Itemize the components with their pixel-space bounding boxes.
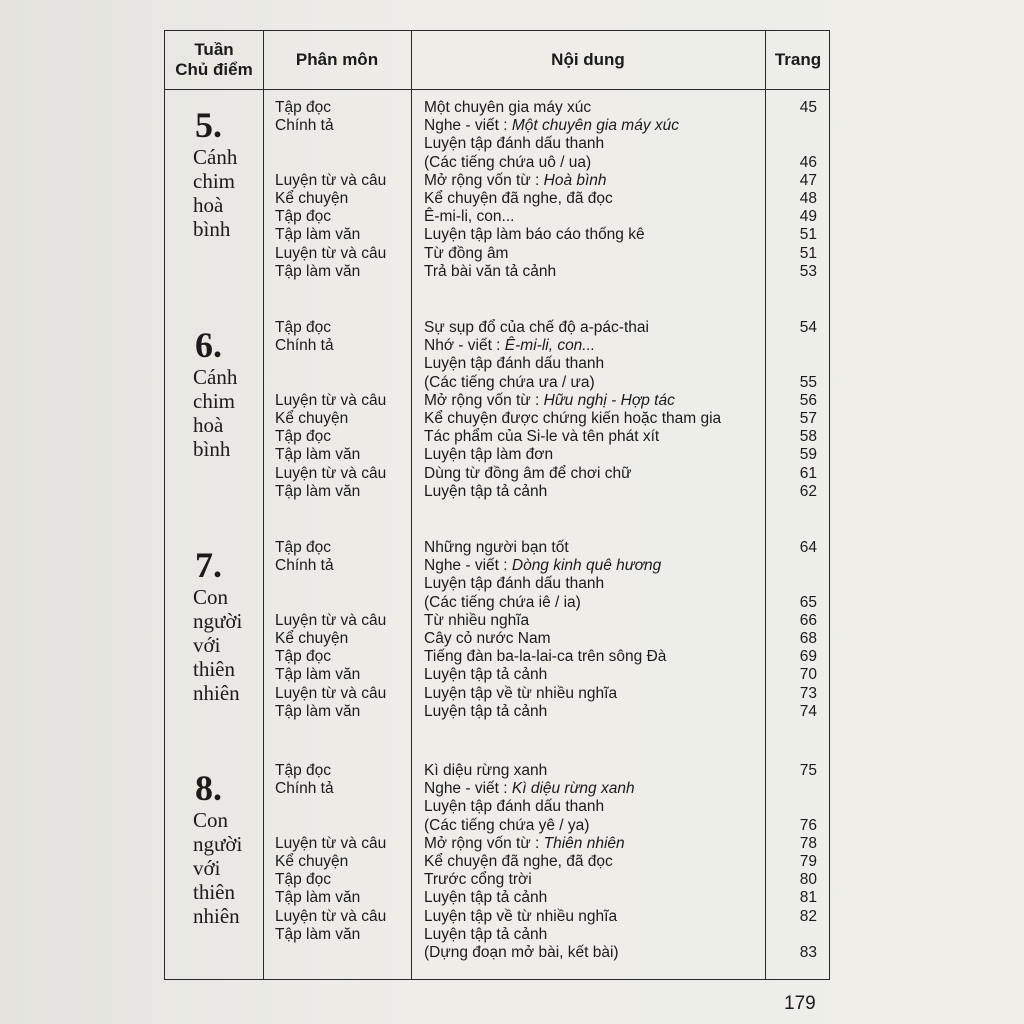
toc-row <box>165 889 831 907</box>
row-subject: Tập đọc <box>275 762 332 779</box>
header-content: Nội dung <box>551 50 625 70</box>
row-subject: Tập làm văn <box>275 925 361 943</box>
row-page: 83 <box>799 944 817 961</box>
row-content: (Các tiếng chứa yê / ya) <box>424 816 590 834</box>
row-page: 66 <box>799 611 817 629</box>
row-page: 59 <box>799 446 817 464</box>
row-content: Dùng từ đồng âm để chơi chữ <box>424 464 632 482</box>
header-divider <box>165 89 829 90</box>
row-content: Trước cổng trời <box>424 871 532 889</box>
row-content: Luyện tập làm báo cáo thống kê <box>424 226 645 244</box>
week-theme-word: Cánh <box>193 365 238 389</box>
toc-row <box>165 245 831 263</box>
week-theme-word: Cánh <box>193 145 238 169</box>
row-page: 82 <box>799 907 817 925</box>
toc-row <box>165 355 831 373</box>
week-theme-word: bình <box>193 217 231 241</box>
row-subject: Chính tả <box>275 337 334 355</box>
row-page: 47 <box>799 171 817 189</box>
row-page: 58 <box>799 428 817 446</box>
row-content: Những người bạn tốt <box>424 539 569 556</box>
row-subject: Tập đọc <box>275 648 332 666</box>
content-title: Kì diệu rừng xanh <box>511 780 635 798</box>
toc-row <box>165 666 831 684</box>
row-page: 65 <box>799 593 817 611</box>
week-number: 7. <box>195 545 222 585</box>
toc-row <box>165 263 831 281</box>
toc-row <box>165 410 831 428</box>
toc-row <box>165 853 831 871</box>
toc-row <box>165 835 831 853</box>
toc-row <box>165 190 831 208</box>
header-week-theme <box>165 31 263 89</box>
row-subject: Luyện từ và câu <box>275 171 387 189</box>
row-content: (Dựng đoạn mở bài, kết bài) <box>424 944 619 961</box>
week-theme-word: với <box>193 633 221 657</box>
row-content: Luyện tập đánh dấu thanh <box>424 798 605 816</box>
toc-row <box>165 817 831 835</box>
row-content: Kể chuyện đã nghe, đã đọc <box>424 853 613 870</box>
row-content: Ê-mi-li, con... <box>424 208 515 226</box>
row-subject: Tập đọc <box>275 99 332 116</box>
row-subject: Tập làm văn <box>275 666 361 684</box>
row-content: Luyện tập làm đơn <box>424 446 554 464</box>
row-content: Từ đồng âm <box>424 244 509 262</box>
toc-row <box>165 392 831 410</box>
row-subject: Luyện từ và câu <box>275 907 387 925</box>
row-subject: Chính tả <box>275 117 334 135</box>
week-theme-word: người <box>193 609 243 633</box>
week-number: 6. <box>195 325 222 365</box>
row-page: 81 <box>799 889 817 907</box>
row-subject: Chính tả <box>275 557 334 575</box>
row-page: 51 <box>799 244 817 262</box>
header-page: Trang <box>774 50 822 70</box>
week-number: 5. <box>195 105 222 145</box>
content-title: Hữu nghị - Hợp tác <box>543 391 675 409</box>
content-prefix: Nhớ - viết : <box>424 337 505 355</box>
toc-row <box>165 226 831 244</box>
header-week: Tuần <box>194 40 234 60</box>
row-content <box>424 337 595 355</box>
row-subject: Luyện từ và câu <box>275 464 387 482</box>
row-content <box>424 392 675 410</box>
row-subject: Luyện từ và câu <box>275 611 387 629</box>
content-title: Một chuyên gia máy xúc <box>511 117 680 135</box>
row-subject: Tập làm văn <box>275 226 361 244</box>
row-content: Luyện tập đánh dấu thanh <box>424 355 605 373</box>
row-content: Luyện tập tả cảnh <box>424 666 548 684</box>
toc-row <box>165 630 831 648</box>
content-prefix: Mở rộng vốn từ : <box>424 171 544 189</box>
row-subject: Tập đọc <box>275 319 332 336</box>
row-page: 61 <box>799 464 817 482</box>
row-content: (Các tiếng chứa uô / ua) <box>424 153 592 171</box>
toc-row <box>165 871 831 889</box>
row-page: 78 <box>799 834 817 852</box>
row-page: 49 <box>799 208 817 226</box>
week-theme-word: nhiên <box>193 904 240 928</box>
toc-row <box>165 208 831 226</box>
row-page: 76 <box>799 816 817 834</box>
header-theme: Chủ điểm <box>175 60 253 79</box>
table-of-contents <box>164 30 830 980</box>
row-content: Tiếng đàn ba-la-lai-ca trên sông Đà <box>424 648 667 666</box>
row-page: 79 <box>799 853 817 870</box>
header-subject: Phân môn <box>295 50 379 70</box>
week-theme-word: hoà <box>193 193 224 217</box>
row-content: Luyện tập tả cảnh <box>424 925 548 943</box>
row-page: 53 <box>799 262 817 280</box>
toc-row <box>165 557 831 575</box>
toc-row <box>165 374 831 392</box>
row-content <box>424 557 661 575</box>
row-content: Trả bài văn tả cảnh <box>424 262 557 280</box>
row-content: Luyện tập về từ nhiều nghĩa <box>424 907 618 925</box>
toc-row <box>165 428 831 446</box>
toc-row <box>165 762 831 780</box>
row-content: Luyện tập tả cảnh <box>424 702 548 720</box>
row-page: 64 <box>799 539 817 556</box>
toc-row <box>165 446 831 464</box>
row-page: 70 <box>799 666 817 684</box>
row-content: Luyện tập tả cảnh <box>424 889 548 907</box>
row-subject: Kể chuyện <box>275 410 349 427</box>
content-prefix: Nghe - viết : <box>424 557 512 575</box>
content-title: Hoà bình <box>543 171 607 189</box>
week-theme-word: chim <box>193 389 235 413</box>
toc-row <box>165 594 831 612</box>
toc-row <box>165 337 831 355</box>
week-theme-word: thiên <box>193 657 235 681</box>
row-content: Tác phẩm của Si-le và tên phát xít <box>424 428 660 446</box>
week-theme-word: hoà <box>193 413 224 437</box>
row-subject: Luyện từ và câu <box>275 244 387 262</box>
week-theme-word: Con <box>193 585 229 609</box>
toc-row <box>165 117 831 135</box>
toc-row <box>165 465 831 483</box>
week-theme-word: Con <box>193 808 229 832</box>
row-content: Luyện tập đánh dấu thanh <box>424 575 605 593</box>
row-content: Một chuyên gia máy xúc <box>424 99 592 116</box>
row-page: 75 <box>799 762 817 779</box>
week-theme-word: chim <box>193 169 235 193</box>
toc-row <box>165 319 831 337</box>
row-subject: Tập đọc <box>275 428 332 446</box>
toc-row <box>165 135 831 153</box>
row-page: 45 <box>799 99 817 116</box>
row-subject: Tập đọc <box>275 539 332 556</box>
row-content: (Các tiếng chứa iê / ia) <box>424 593 581 611</box>
row-page: 74 <box>799 702 817 720</box>
row-content: Từ nhiều nghĩa <box>424 611 530 629</box>
toc-row <box>165 798 831 816</box>
row-subject: Tập làm văn <box>275 702 361 720</box>
week-number: 8. <box>195 768 222 808</box>
row-page: 57 <box>799 410 817 427</box>
row-page: 62 <box>799 482 817 500</box>
content-title: Thiên nhiên <box>543 834 625 852</box>
row-subject: Tập đọc <box>275 208 332 226</box>
content-prefix: Nghe - viết : <box>424 780 512 798</box>
row-subject: Tập làm văn <box>275 446 361 464</box>
week-theme-word: người <box>193 832 243 856</box>
row-subject: Kể chuyện <box>275 853 349 870</box>
content-title: Ê-mi-li, con... <box>504 337 596 355</box>
content-prefix: Nghe - viết : <box>424 117 512 135</box>
row-content: Kể chuyện được chứng kiến hoặc tham gia <box>424 410 722 427</box>
row-content: (Các tiếng chứa ưa / ưa) <box>424 373 595 391</box>
row-subject: Kể chuyện <box>275 630 349 647</box>
row-subject: Tập làm văn <box>275 482 361 500</box>
row-content <box>424 780 635 798</box>
row-page: 51 <box>799 226 817 244</box>
toc-row <box>165 908 831 926</box>
week-theme-word: với <box>193 856 221 880</box>
row-content: Kể chuyện đã nghe, đã đọc <box>424 190 613 207</box>
content-prefix: Mở rộng vốn từ : <box>424 834 544 852</box>
toc-row <box>165 154 831 172</box>
row-page: 54 <box>799 319 817 336</box>
row-subject: Tập đọc <box>275 871 332 889</box>
toc-row <box>165 575 831 593</box>
row-subject: Tập làm văn <box>275 889 361 907</box>
toc-row <box>165 612 831 630</box>
row-page: 80 <box>799 871 817 889</box>
toc-row <box>165 685 831 703</box>
row-content <box>424 172 607 190</box>
toc-row <box>165 703 831 721</box>
week-theme-word: thiên <box>193 880 235 904</box>
content-title: Dòng kinh quê hương <box>511 557 662 575</box>
row-subject: Luyện từ và câu <box>275 684 387 702</box>
week-theme-word: bình <box>193 437 231 461</box>
toc-row <box>165 944 831 962</box>
row-page: 73 <box>799 684 817 702</box>
row-content: Luyện tập về từ nhiều nghĩa <box>424 684 618 702</box>
row-subject: Luyện từ và câu <box>275 391 387 409</box>
row-content: Sự sụp đổ của chế độ a-pác-thai <box>424 319 649 336</box>
toc-row <box>165 539 831 557</box>
row-page: 68 <box>799 630 817 647</box>
row-subject: Kể chuyện <box>275 190 349 207</box>
row-content: Luyện tập tả cảnh <box>424 482 548 500</box>
week-theme-word: nhiên <box>193 681 240 705</box>
content-prefix: Mở rộng vốn từ : <box>424 391 544 409</box>
row-content <box>424 835 625 853</box>
row-subject: Chính tả <box>275 780 334 798</box>
row-page: 46 <box>799 153 817 171</box>
toc-row <box>165 99 831 117</box>
toc-row <box>165 926 831 944</box>
row-content: Kì diệu rừng xanh <box>424 762 548 779</box>
row-subject: Luyện từ và câu <box>275 834 387 852</box>
toc-row <box>165 483 831 501</box>
row-page: 56 <box>799 391 817 409</box>
toc-row <box>165 172 831 190</box>
page-number: 179 <box>784 993 816 1014</box>
row-page: 48 <box>799 190 817 207</box>
toc-row <box>165 648 831 666</box>
row-content: Cây cỏ nước Nam <box>424 630 551 647</box>
row-content: Luyện tập đánh dấu thanh <box>424 135 605 153</box>
toc-row <box>165 780 831 798</box>
row-subject: Tập làm văn <box>275 262 361 280</box>
row-page: 69 <box>799 648 817 666</box>
row-content <box>424 117 679 135</box>
row-page: 55 <box>799 373 817 391</box>
